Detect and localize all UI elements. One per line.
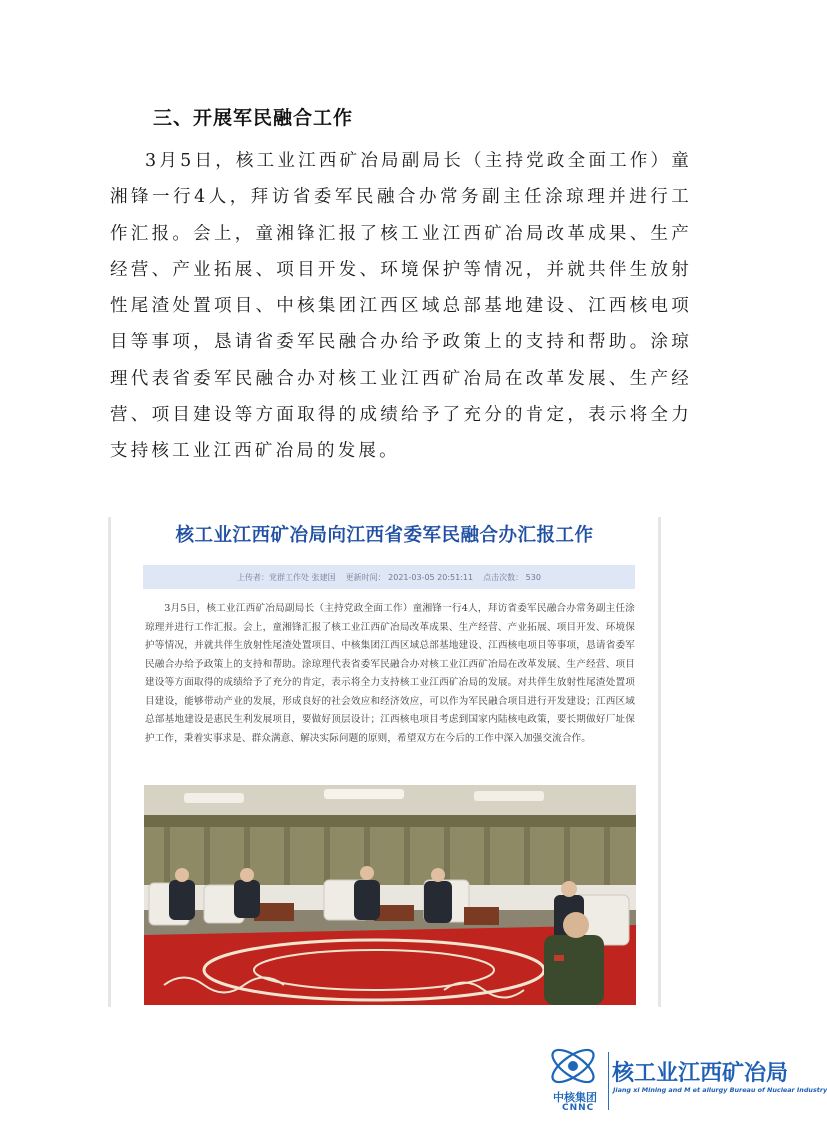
section-heading: 三、开展军民融合工作: [153, 107, 354, 129]
meeting-photo: [144, 785, 636, 1005]
article-click-count: 点击次数： 530: [483, 572, 541, 582]
org-logo: [545, 1042, 827, 1122]
article-body: 3月5日，核工业江西矿冶局副局长（主持党政全面工作）童湘锋一行4人，拜访省委军民融合办常务副主任涂琼理并进行工作汇报。会上，童湘锋汇报了核工业江西矿冶局改革成果、生产经营、产业拓展、项目开发、环境保护等情况，并就共伴生放射性尾渣处置项目、中核集团江西区域总部基地建设、江西核电项目等事项，恳请省委军民融合办给予政策上的支持和帮助。涂琼理代表省委军民融合办对核工业江西矿冶局在改革发展、生产经营、项目建设等方面取得的成绩给予了充分的肯定，表示将全力支持核工业江西矿冶局的发展。对共伴生放射性尾渣处置项目建设，能够带动产业的发展，形成良好的社会效应和经济效应，可以作为军民融合项目进行开发建设；江西区域总部基地建设是惠民生利发展项目，要做好顶层设计；江西核电项目考虑到国家内陆核电政策，要长期做好厂址保护工作，秉着实事求是、群众满意、解决实际问题的原则，希望双方在今后的工作中深入加强交流合作。: [145, 603, 635, 744]
meeting-photo-illustration: [144, 785, 636, 1005]
logo-group-name: 中核集团: [553, 1091, 597, 1104]
article-title: 核工业江西矿冶局向江西省委军民融合办汇报工作: [175, 525, 594, 546]
logo-group-abbr: CNNC: [562, 1103, 595, 1113]
logo-org-name: 核工业江西矿冶局: [612, 1061, 789, 1086]
article-publisher: 上传者：党群工作处 张建国: [237, 572, 336, 582]
article-meta-bar: [143, 565, 635, 589]
article-screenshot: [108, 517, 661, 1007]
logo-divider: [608, 1052, 609, 1110]
section-paragraph: 3月5日，核工业江西矿冶局副局长（主持党政全面工作）童湘锋一行4人，拜访省委军民融合办常务副主任涂琼理并进行工作汇报。会上，童湘锋汇报了核工业江西矿冶局改革成果、生产经营、产业拓展、项目开发、环境保护等情况，并就共伴生放射性尾渣处置项目、中核集团江西区域总部基地建设、江西核电项目等事项，恳请省委军民融合办给予政策上的支持和帮助。涂琼理代表省委军民融合办对核工业江西矿冶局在改革发展、生产经营、项目建设等方面取得的成绩给予了充分的肯定，表示将全力支持核工业江西矿冶局的发展。: [110, 151, 692, 462]
article-updated-time: 更新时间： 2021-03-05 20:51:11: [345, 572, 474, 582]
logo-org-name-en: Jiang xi Mining and M et allurgy Bureau of Nuclear Industry: [613, 1086, 827, 1094]
